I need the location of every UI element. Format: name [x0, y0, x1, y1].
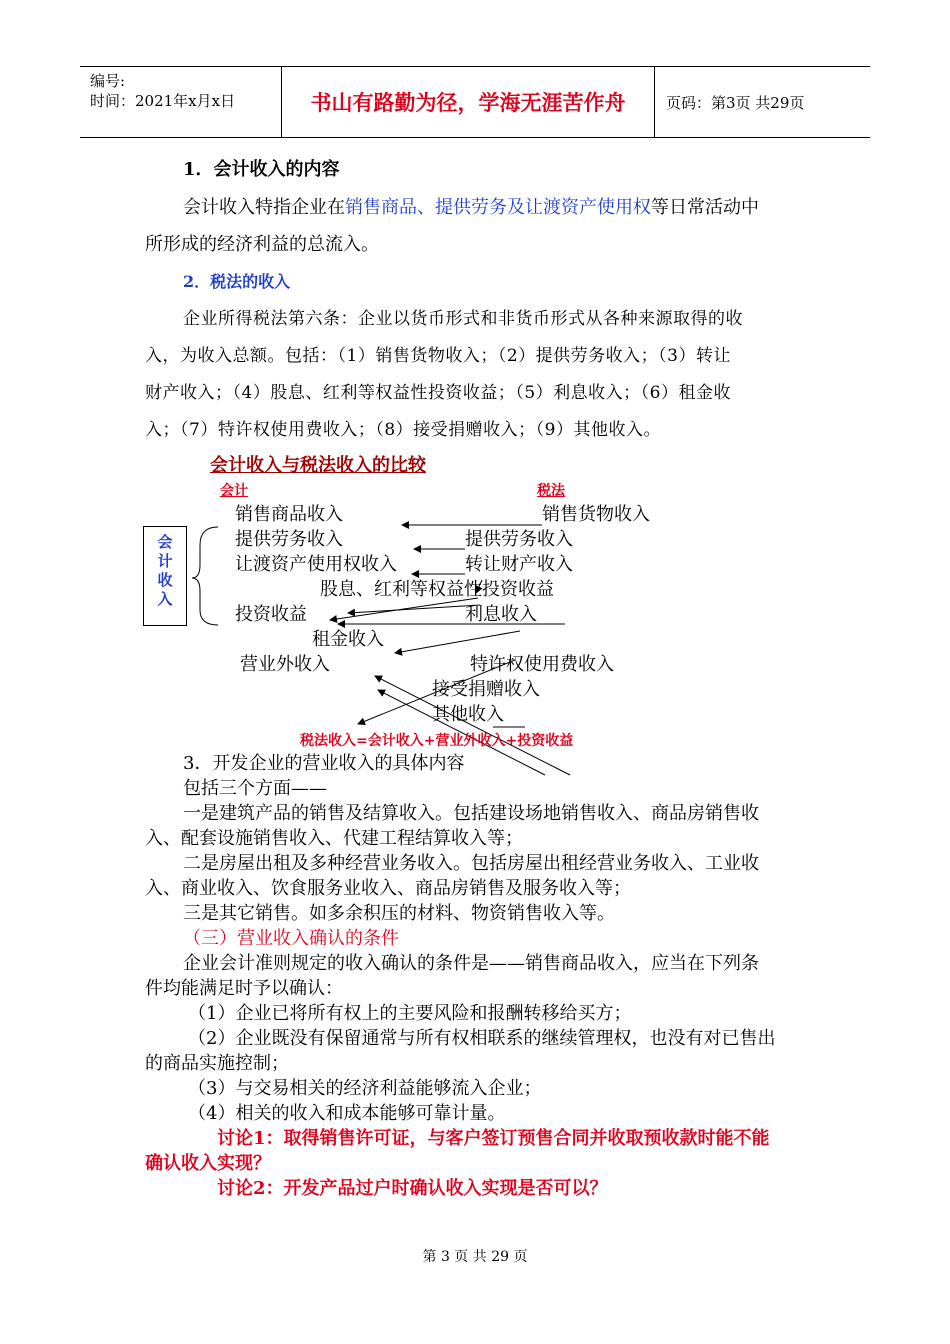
diagram-right-header: 税法 [537, 483, 565, 499]
tax-item: 提供劳务收入 [465, 529, 573, 550]
section2-line: 入，为收入总额。包括：（1）销售货物收入；（2）提供劳务收入；（3）转让 [145, 346, 731, 366]
tax-item: 其他收入 [432, 704, 504, 725]
section3-intro: 包括三个方面—— [183, 778, 327, 799]
header-motto: 书山有路勤为径，学海无涯苦作舟 [282, 67, 655, 137]
section3-line: 二是房屋出租及多种经营业务收入。包括房屋出租经营业务收入、工业收 [183, 853, 759, 874]
number-label: 编号: [90, 72, 126, 90]
accounting-item: 提供劳务收入 [235, 529, 343, 550]
date-label: 时间：2021年x月x日 [90, 92, 236, 110]
section2-line: 财产收入；（4）股息、红利等权益性投资收益；（5）利息收入；（6）租金收 [145, 383, 731, 403]
accounting-item: 租金收入 [312, 629, 384, 650]
section4-line: 企业会计准则规定的收入确认的条件是——销售商品收入，应当在下列条 [183, 953, 759, 974]
section2-title: 2．税法的收入 [183, 272, 291, 291]
tax-item: 转让财产收入 [465, 554, 573, 575]
discussion-1-cont: 确认收入实现？ [145, 1153, 271, 1174]
p1-highlight: 销售商品、提供劳务及让渡资产使用权 [345, 197, 651, 218]
diagram-title: 会计收入与税法收入的比较 [210, 455, 426, 476]
section4-line: （2）企业既没有保留通常与所有权相联系的继续管理权，也没有对已售出 [188, 1028, 776, 1049]
accounting-item: 让渡资产使用权收入 [235, 554, 397, 575]
p1-after: 等日常活动中 [651, 197, 759, 218]
tax-item: 利息收入 [465, 604, 537, 625]
page-footer: 第 3 页 共 29 页 [422, 1249, 528, 1265]
section3-line: 入、商业收入、饮食服务业收入、商品房销售及服务收入等； [145, 878, 631, 899]
section4-line: （3）与交易相关的经济利益能够流入企业； [188, 1078, 542, 1099]
discussion-1: 讨论1：取得销售许可证，与客户签订预售合同并收取预收款时能不能 [217, 1128, 770, 1149]
section3-line: 三是其它销售。如多余积压的材料、物资销售收入等。 [183, 903, 615, 924]
section3-line: 一是建筑产品的销售及结算收入。包括建设场地销售收入、商品房销售收 [183, 803, 759, 824]
box-char: 会 [157, 533, 173, 551]
section4-line: 的商品实施控制； [145, 1053, 289, 1074]
tax-item: 接受捐赠收入 [432, 679, 540, 700]
section2-line: 企业所得税法第六条：企业以货币形式和非货币形式从各种来源取得的收 [183, 309, 743, 329]
box-char: 收 [157, 571, 173, 589]
section4-line: 件均能满足时予以确认： [145, 978, 343, 999]
accounting-item: 投资收益 [235, 604, 307, 625]
section4-line: （1）企业已将所有权上的主要风险和报酬转移给买方； [188, 1003, 632, 1024]
section4-title: （三）营业收入确认的条件 [183, 928, 399, 949]
accounting-item: 营业外收入 [240, 654, 330, 675]
section2-line: 入；（7）特许权使用费收入；（8）接受捐赠收入；（9）其他收入。 [145, 420, 661, 440]
section4-line: （4）相关的收入和成本能够可靠计量。 [188, 1103, 506, 1124]
tax-item: 特许权使用费收入 [470, 654, 614, 675]
section3-title: 3．开发企业的营业收入的具体内容 [183, 753, 465, 774]
section1-line2: 所形成的经济利益的总流入。 [145, 234, 379, 255]
box-char: 入 [157, 590, 173, 608]
diagram-formula: 税法收入=会计收入+营业外收入+投资收益 [300, 733, 574, 749]
discussion-2: 讨论2：开发产品过户时确认收入实现是否可以？ [217, 1178, 608, 1199]
section3-line: 入、配套设施销售收入、代建工程结算收入等； [145, 828, 523, 849]
accounting-item: 销售商品收入 [235, 504, 343, 525]
header-page-code: 页码：第3页 共29页 [666, 93, 805, 112]
tax-item: 股息、红利等权益性投资收益 [320, 579, 554, 600]
section1-title: 1．会计收入的内容 [183, 159, 340, 180]
tax-item: 销售货物收入 [542, 504, 650, 525]
box-char: 计 [157, 552, 173, 570]
diagram-left-header: 会计 [220, 483, 248, 499]
p1-before: 会计收入特指企业在 [183, 197, 345, 218]
